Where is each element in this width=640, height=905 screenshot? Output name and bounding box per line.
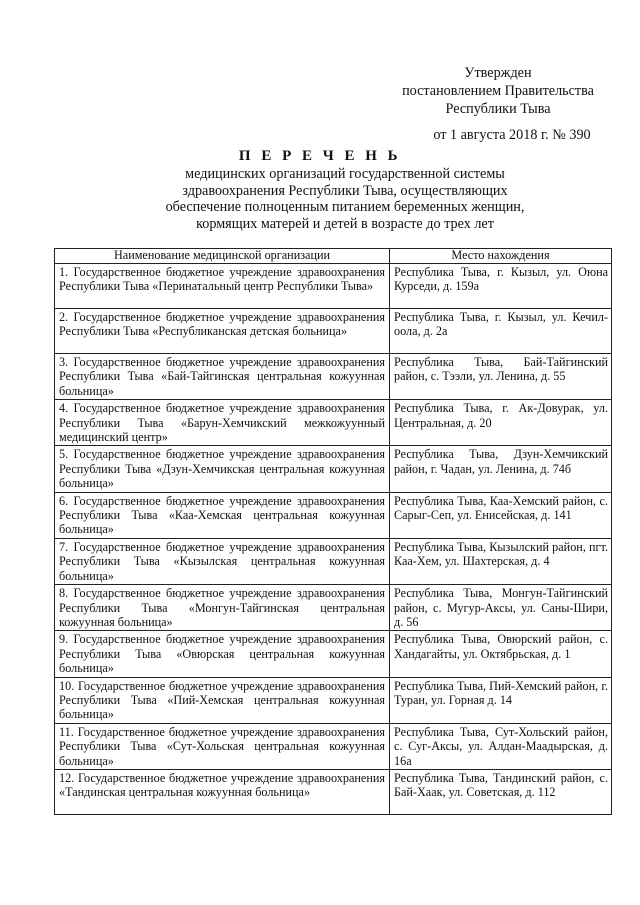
organization-location: Республика Тыва, Тандинский район, с. Бай-Хаак, ул. Советская, д. 112	[390, 769, 612, 814]
organization-name: 3. Государственное бюджетное учреждение здравоохранения Республики Тыва «Бай-Тайгинская центральная кожуунная больница»	[55, 354, 390, 400]
organization-location: Республика Тыва, г. Кызыл, ул. Кечил-оола, д. 2а	[390, 309, 612, 354]
organization-location: Республика Тыва, Пий-Хемский район, г. Туран, ул. Горная д. 14	[390, 677, 612, 723]
table-row	[55, 264, 612, 309]
table-row	[55, 446, 612, 492]
table-row	[55, 769, 612, 814]
table-row	[55, 354, 612, 400]
subtitle-line: медицинских организаций государственной системы	[185, 166, 505, 182]
approval-block	[398, 64, 598, 144]
organization-name: 9. Государственное бюджетное учреждение здравоохранения Республики Тыва «Овюрская центральная кожуунная больница»	[55, 631, 390, 677]
table-row	[55, 309, 612, 354]
header-organization-name: Наименование медицинской организации	[55, 249, 390, 264]
table-row	[55, 585, 612, 631]
table-row	[55, 400, 612, 446]
table-row	[55, 723, 612, 769]
organization-location: Республика Тыва, Овюрский район, с. Хандагайты, ул. Октябрьская, д. 1	[390, 631, 612, 677]
organization-name: 4. Государственное бюджетное учреждение здравоохранения Республики Тыва «Барун-Хемчикский межкожуунный медицинский центр»	[55, 400, 390, 446]
organization-location: Республика Тыва, Бай-Тайгинский район, с. Тээли, ул. Ленина, д. 55	[390, 354, 612, 400]
organization-name: 11. Государственное бюджетное учреждение здравоохранения Республики Тыва «Сут-Хольская центральная кожуунная больница»	[55, 723, 390, 769]
organization-location: Республика Тыва, Сут-Хольский район, с. Суг-Аксы, ул. Алдан-Маадырская, д. 16а	[390, 723, 612, 769]
organization-name: 10. Государственное бюджетное учреждение здравоохранения Республики Тыва «Пий-Хемская центральная кожуунная больница»	[55, 677, 390, 723]
organization-location: Республика Тыва, Дзун-Хемчикский район, г. Чадан, ул. Ленина, д. 74б	[390, 446, 612, 492]
document-title: П Е Р Е Ч Е Н Ь	[238, 148, 402, 164]
organizations-table	[54, 248, 612, 815]
document-subtitle	[50, 166, 640, 232]
approval-date: от 1 августа 2018 г. № 390	[433, 127, 591, 143]
organization-name: 2. Государственное бюджетное учреждение здравоохранения Республики Тыва «Республиканская детская больница»	[55, 309, 390, 354]
organization-name: 7. Государственное бюджетное учреждение здравоохранения Республики Тыва «Кызылская центральная кожуунная больница»	[55, 538, 390, 584]
organization-name: 8. Государственное бюджетное учреждение здравоохранения Республики Тыва «Монгун-Тайгинская центральная кожуунная больница»	[55, 585, 390, 631]
approval-line-2: постановлением Правительства	[402, 83, 594, 99]
subtitle-line: кормящих матерей и детей в возрасте до трех лет	[196, 215, 494, 232]
organization-location: Республика Тыва, г. Ак-Довурак, ул. Центральная, д. 20	[390, 400, 612, 446]
subtitle-line: здравоохранения Республики Тыва, осуществляющих	[182, 182, 508, 199]
organization-location: Республика Тыва, Кызылский район, пгт. Каа-Хем, ул. Шахтерская, д. 4	[390, 538, 612, 584]
table-row	[55, 677, 612, 723]
table-header-row	[55, 249, 612, 264]
organization-name: 1. Государственное бюджетное учреждение здравоохранения Республики Тыва «Перинатальный центр Республики Тыва»	[55, 264, 390, 309]
organization-name: 6. Государственное бюджетное учреждение здравоохранения Республики Тыва «Каа-Хемская центральная кожуунная больница»	[55, 492, 390, 538]
approval-line-1: Утвержден	[464, 65, 532, 81]
subtitle-line: обеспечение полноценным питанием беременных женщин,	[165, 199, 525, 215]
organization-location: Республика Тыва, Каа-Хемский район, с. Сарыг-Сеп, ул. Енисейская, д. 141	[390, 492, 612, 538]
table-row	[55, 492, 612, 538]
organization-name: 12. Государственное бюджетное учреждение здравоохранения «Тандинская центральная кожуунная больница»	[55, 769, 390, 814]
organization-location: Республика Тыва, г. Кызыл, ул. Оюна Курседи, д. 159а	[390, 264, 612, 309]
approval-line-3: Республики Тыва	[445, 101, 551, 117]
organization-name: 5. Государственное бюджетное учреждение здравоохранения Республики Тыва «Дзун-Хемчикская центральная кожуунная больница»	[55, 446, 390, 492]
header-location: Место нахождения	[390, 249, 612, 264]
table-row	[55, 631, 612, 677]
table-row	[55, 538, 612, 584]
organization-location: Республика Тыва, Монгун-Тайгинский район, с. Мугур-Аксы, ул. Саны-Шири, д. 56	[390, 585, 612, 631]
